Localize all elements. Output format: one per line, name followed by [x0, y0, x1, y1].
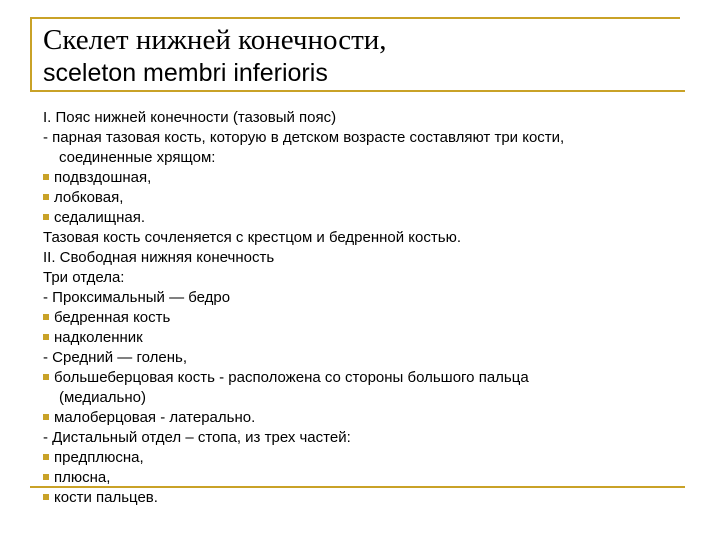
text-line — [43, 148, 683, 168]
title-divider — [30, 90, 685, 92]
text-line — [43, 128, 683, 148]
square-bullet-icon — [43, 374, 49, 380]
line-text: бедренная кость — [54, 309, 171, 326]
bullet-item — [43, 408, 683, 428]
square-bullet-icon — [43, 474, 49, 480]
bullet-item — [43, 448, 683, 468]
square-bullet-icon — [43, 314, 49, 320]
line-text: надколенник — [54, 329, 143, 346]
bullet-item — [43, 488, 683, 508]
text-line — [43, 228, 683, 248]
text-line — [43, 248, 683, 268]
line-text: подвздошная, — [54, 169, 152, 186]
line-text: II. Свободная нижняя конечность — [43, 249, 275, 266]
top-divider — [30, 17, 680, 19]
line-text: соединенные хрящом: — [59, 149, 216, 166]
title-russian: Скелет нижней конечности, — [43, 24, 387, 56]
line-text: - парная тазовая кость, которую в детском возрасте составляют три кости, — [43, 129, 565, 146]
square-bullet-icon — [43, 194, 49, 200]
line-text: лобковая, — [54, 189, 124, 206]
line-text: - Средний — голень, — [43, 349, 187, 366]
line-text: - Проксимальный — бедро — [43, 289, 231, 306]
text-line — [43, 108, 683, 128]
line-text: малоберцовая - латерально. — [54, 409, 256, 426]
text-line — [43, 348, 683, 368]
square-bullet-icon — [43, 334, 49, 340]
bullet-item — [43, 328, 683, 348]
left-divider — [30, 17, 32, 90]
text-line — [43, 288, 683, 308]
line-text: плюсна, — [54, 469, 111, 486]
title-latin: sceleton membri inferioris — [43, 59, 328, 87]
line-text: большеберцовая кость - расположена со стороны большого пальца — [54, 369, 529, 386]
square-bullet-icon — [43, 214, 49, 220]
line-text: Тазовая кость сочленяется с крестцом и бедренной костью. — [43, 229, 461, 246]
slide-title — [43, 24, 683, 90]
bullet-item — [43, 188, 683, 208]
text-line — [43, 388, 683, 408]
line-text: - Дистальный отдел – стопа, из трех частей: — [43, 429, 351, 446]
line-text: Три отдела: — [43, 269, 125, 286]
bullet-item — [43, 368, 683, 388]
square-bullet-icon — [43, 414, 49, 420]
text-line — [43, 268, 683, 288]
line-text: (медиально) — [59, 389, 146, 406]
line-text: I. Пояс нижней конечности (тазовый пояс) — [43, 109, 337, 126]
square-bullet-icon — [43, 494, 49, 500]
bullet-item — [43, 168, 683, 188]
line-text: кости пальцев. — [54, 489, 158, 506]
line-text: седалищная. — [54, 209, 145, 226]
text-line — [43, 428, 683, 448]
square-bullet-icon — [43, 454, 49, 460]
bullet-item — [43, 208, 683, 228]
slide-body — [43, 108, 683, 508]
bullet-item — [43, 468, 683, 488]
bullet-item — [43, 308, 683, 328]
square-bullet-icon — [43, 174, 49, 180]
line-text: предплюсна, — [54, 449, 144, 466]
